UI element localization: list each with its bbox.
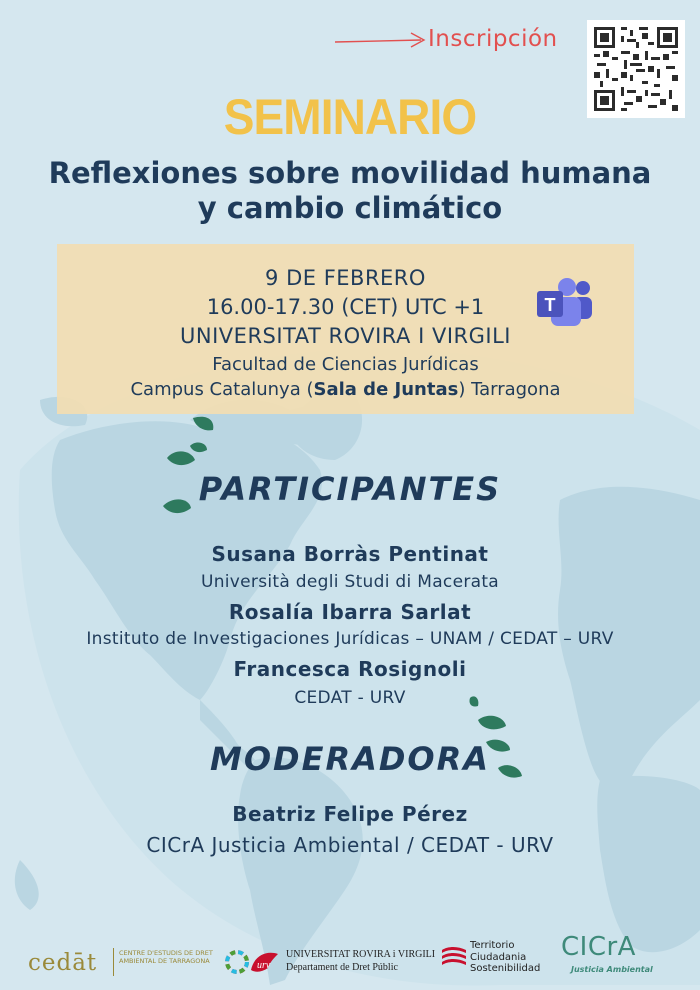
tcs-mark-icon bbox=[440, 940, 468, 970]
participants-heading: PARTICIPANTES bbox=[198, 470, 502, 508]
moderator-heading: MODERADORA bbox=[209, 740, 491, 778]
arrow-right-icon bbox=[333, 28, 428, 48]
seminar-title-line: y cambio climático bbox=[197, 191, 503, 225]
urv-name: UNIVERSITAT ROVIRA i VIRGILI bbox=[286, 949, 436, 960]
participant-name: Francesca Rosignoli bbox=[233, 657, 467, 681]
cedat-wordmark: cedāt bbox=[28, 950, 98, 976]
teams-icon bbox=[535, 278, 593, 328]
teams-letter: T bbox=[544, 295, 556, 315]
event-time: 16.00-17.30 (CET) UTC +1 bbox=[206, 295, 485, 319]
cedat-logo bbox=[28, 944, 248, 980]
campus-room: Sala de Juntas bbox=[313, 379, 459, 400]
tcs-line: Territorio bbox=[470, 940, 515, 951]
sdg-wheel-icon bbox=[225, 950, 249, 974]
seminar-title-line: Reflexiones sobre movilidad humana bbox=[48, 156, 652, 190]
campus-text: Campus Catalunya ( bbox=[130, 379, 314, 400]
tcs-line: Ciudadania bbox=[470, 951, 527, 963]
event-university: UNIVERSITAT ROVIRA I VIRGILI bbox=[180, 324, 511, 348]
event-date: 9 DE FEBRERO bbox=[265, 266, 426, 290]
tcs-text bbox=[470, 940, 540, 975]
participant-affiliation: Instituto de Investigaciones Jurídicas – UNAM / CEDAT – URV bbox=[86, 629, 614, 649]
cedat-subtitle: CENTRE D'ESTUDIS DE DRET AMBIENTAL DE TARRAGONA bbox=[119, 949, 213, 965]
seminar-title bbox=[0, 156, 700, 226]
cicra-logo bbox=[561, 932, 661, 978]
urv-mark-icon bbox=[248, 948, 282, 976]
tcs-logo bbox=[440, 940, 550, 980]
cicra-subtitle: Justicia Ambiental bbox=[571, 965, 653, 974]
inscription-label[interactable]: Inscripción bbox=[428, 26, 558, 52]
event-details-box bbox=[57, 244, 634, 414]
participant-affiliation: Università degli Studi di Macerata bbox=[200, 572, 500, 592]
urv-department: Departament de Dret Públic bbox=[286, 962, 398, 973]
cedat-divider bbox=[113, 948, 114, 976]
campus-text: ) Tarragona bbox=[458, 379, 561, 400]
moderator-name: Beatriz Felipe Pérez bbox=[232, 802, 468, 826]
urv-mark-text: urv bbox=[257, 960, 271, 971]
urv-logo bbox=[248, 948, 436, 978]
tcs-line: Sostenibilidad bbox=[470, 963, 541, 974]
event-type-title: SEMINARIO bbox=[223, 89, 477, 145]
event-faculty: Facultad de Ciencias Jurídicas bbox=[212, 354, 479, 375]
participant-affiliation: CEDAT - URV bbox=[294, 688, 406, 708]
cicra-wordmark: CICrA bbox=[561, 932, 636, 962]
participant-name: Rosalía Ibarra Sarlat bbox=[228, 600, 472, 624]
participant-name: Susana Borràs Pentinat bbox=[211, 542, 489, 566]
moderator-affiliation: CICrA Justicia Ambiental / CEDAT - URV bbox=[146, 833, 554, 857]
event-campus bbox=[57, 379, 634, 400]
